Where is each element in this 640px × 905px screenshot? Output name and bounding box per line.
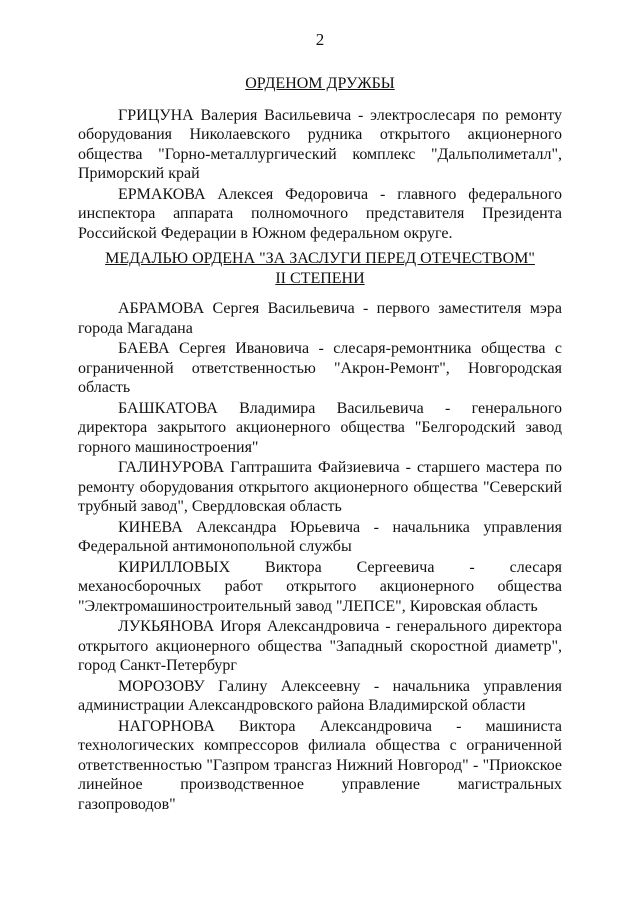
section-heading-order-of-friendship — [78, 74, 562, 94]
award-entry: БАЕВА Сергея Ивановича - слесаря-ремонтника общества с ограниченной ответственностью "Акрон-Ремонт", Новгородская область — [78, 340, 562, 396]
award-entry: БАШКАТОВА Владимира Васильевича - генерального директора закрытого акционерного общества "Белгородский завод горного машиностроения" — [78, 399, 562, 456]
award-entry: КИРИЛЛОВЫХ Виктора Сергеевича - слесаря механосборочных работ открытого акционерного общества "Электромашиностроительный завод "ЛЕПСЕ", Кировская область — [78, 558, 562, 615]
award-entry: НАГОРНОВА Виктора Александровича - машиниста технологических компрессоров филиала общества с ограниченной ответственностью "Газпром трансгаз Нижний Новгород" - "Приокское линейное производственное управление магистральных газопроводов" — [78, 717, 562, 813]
award-entry: ГРИЦУНА Валерия Васильевича - электрослесаря по ремонту оборудования Николаевского рудника открытого акционерного общества "Горно-металлургический комплекс "Дальполиметалл", Приморский край — [78, 106, 562, 182]
award-entry: МОРОЗОВУ Галину Алексеевну - начальника управления администрации Александровского района Владимирской области — [78, 677, 562, 714]
heading-line: ОРДЕНОМ ДРУЖБЫ — [245, 75, 395, 92]
heading-line: II СТЕПЕНИ — [275, 269, 365, 287]
award-entry: ЕРМАКОВА Алексея Федоровича - главного федерального инспектора аппарата полномочного представителя Президента Российской Федерации в Южном федеральном округе. — [78, 185, 562, 242]
award-entry: АБРАМОВА Сергея Васильевича - первого заместителя мэра города Магадана — [78, 300, 562, 337]
award-entry: ЛУКЬЯНОВА Игоря Александровича - генерального директора открытого акционерного общества "Западный скоростной диаметр", город Санкт-Петербург — [78, 618, 562, 674]
section-heading-medal-merit-fatherland — [78, 249, 562, 288]
award-entry: ГАЛИНУРОВА Гаптрашита Файзиевича - старшего мастера по ремонту оборудования открытого акционерного общества "Северский трубный завод", Свердловская область — [78, 459, 562, 515]
document-body — [78, 74, 562, 815]
page-number: 2 — [315, 30, 325, 49]
heading-line: МЕДАЛЬЮ ОРДЕНА "ЗА ЗАСЛУГИ ПЕРЕД ОТЕЧЕСТВОМ" — [105, 250, 535, 267]
award-entry: КИНЕВА Александра Юрьевича - начальника управления Федеральной антимонопольной службы — [78, 518, 562, 555]
